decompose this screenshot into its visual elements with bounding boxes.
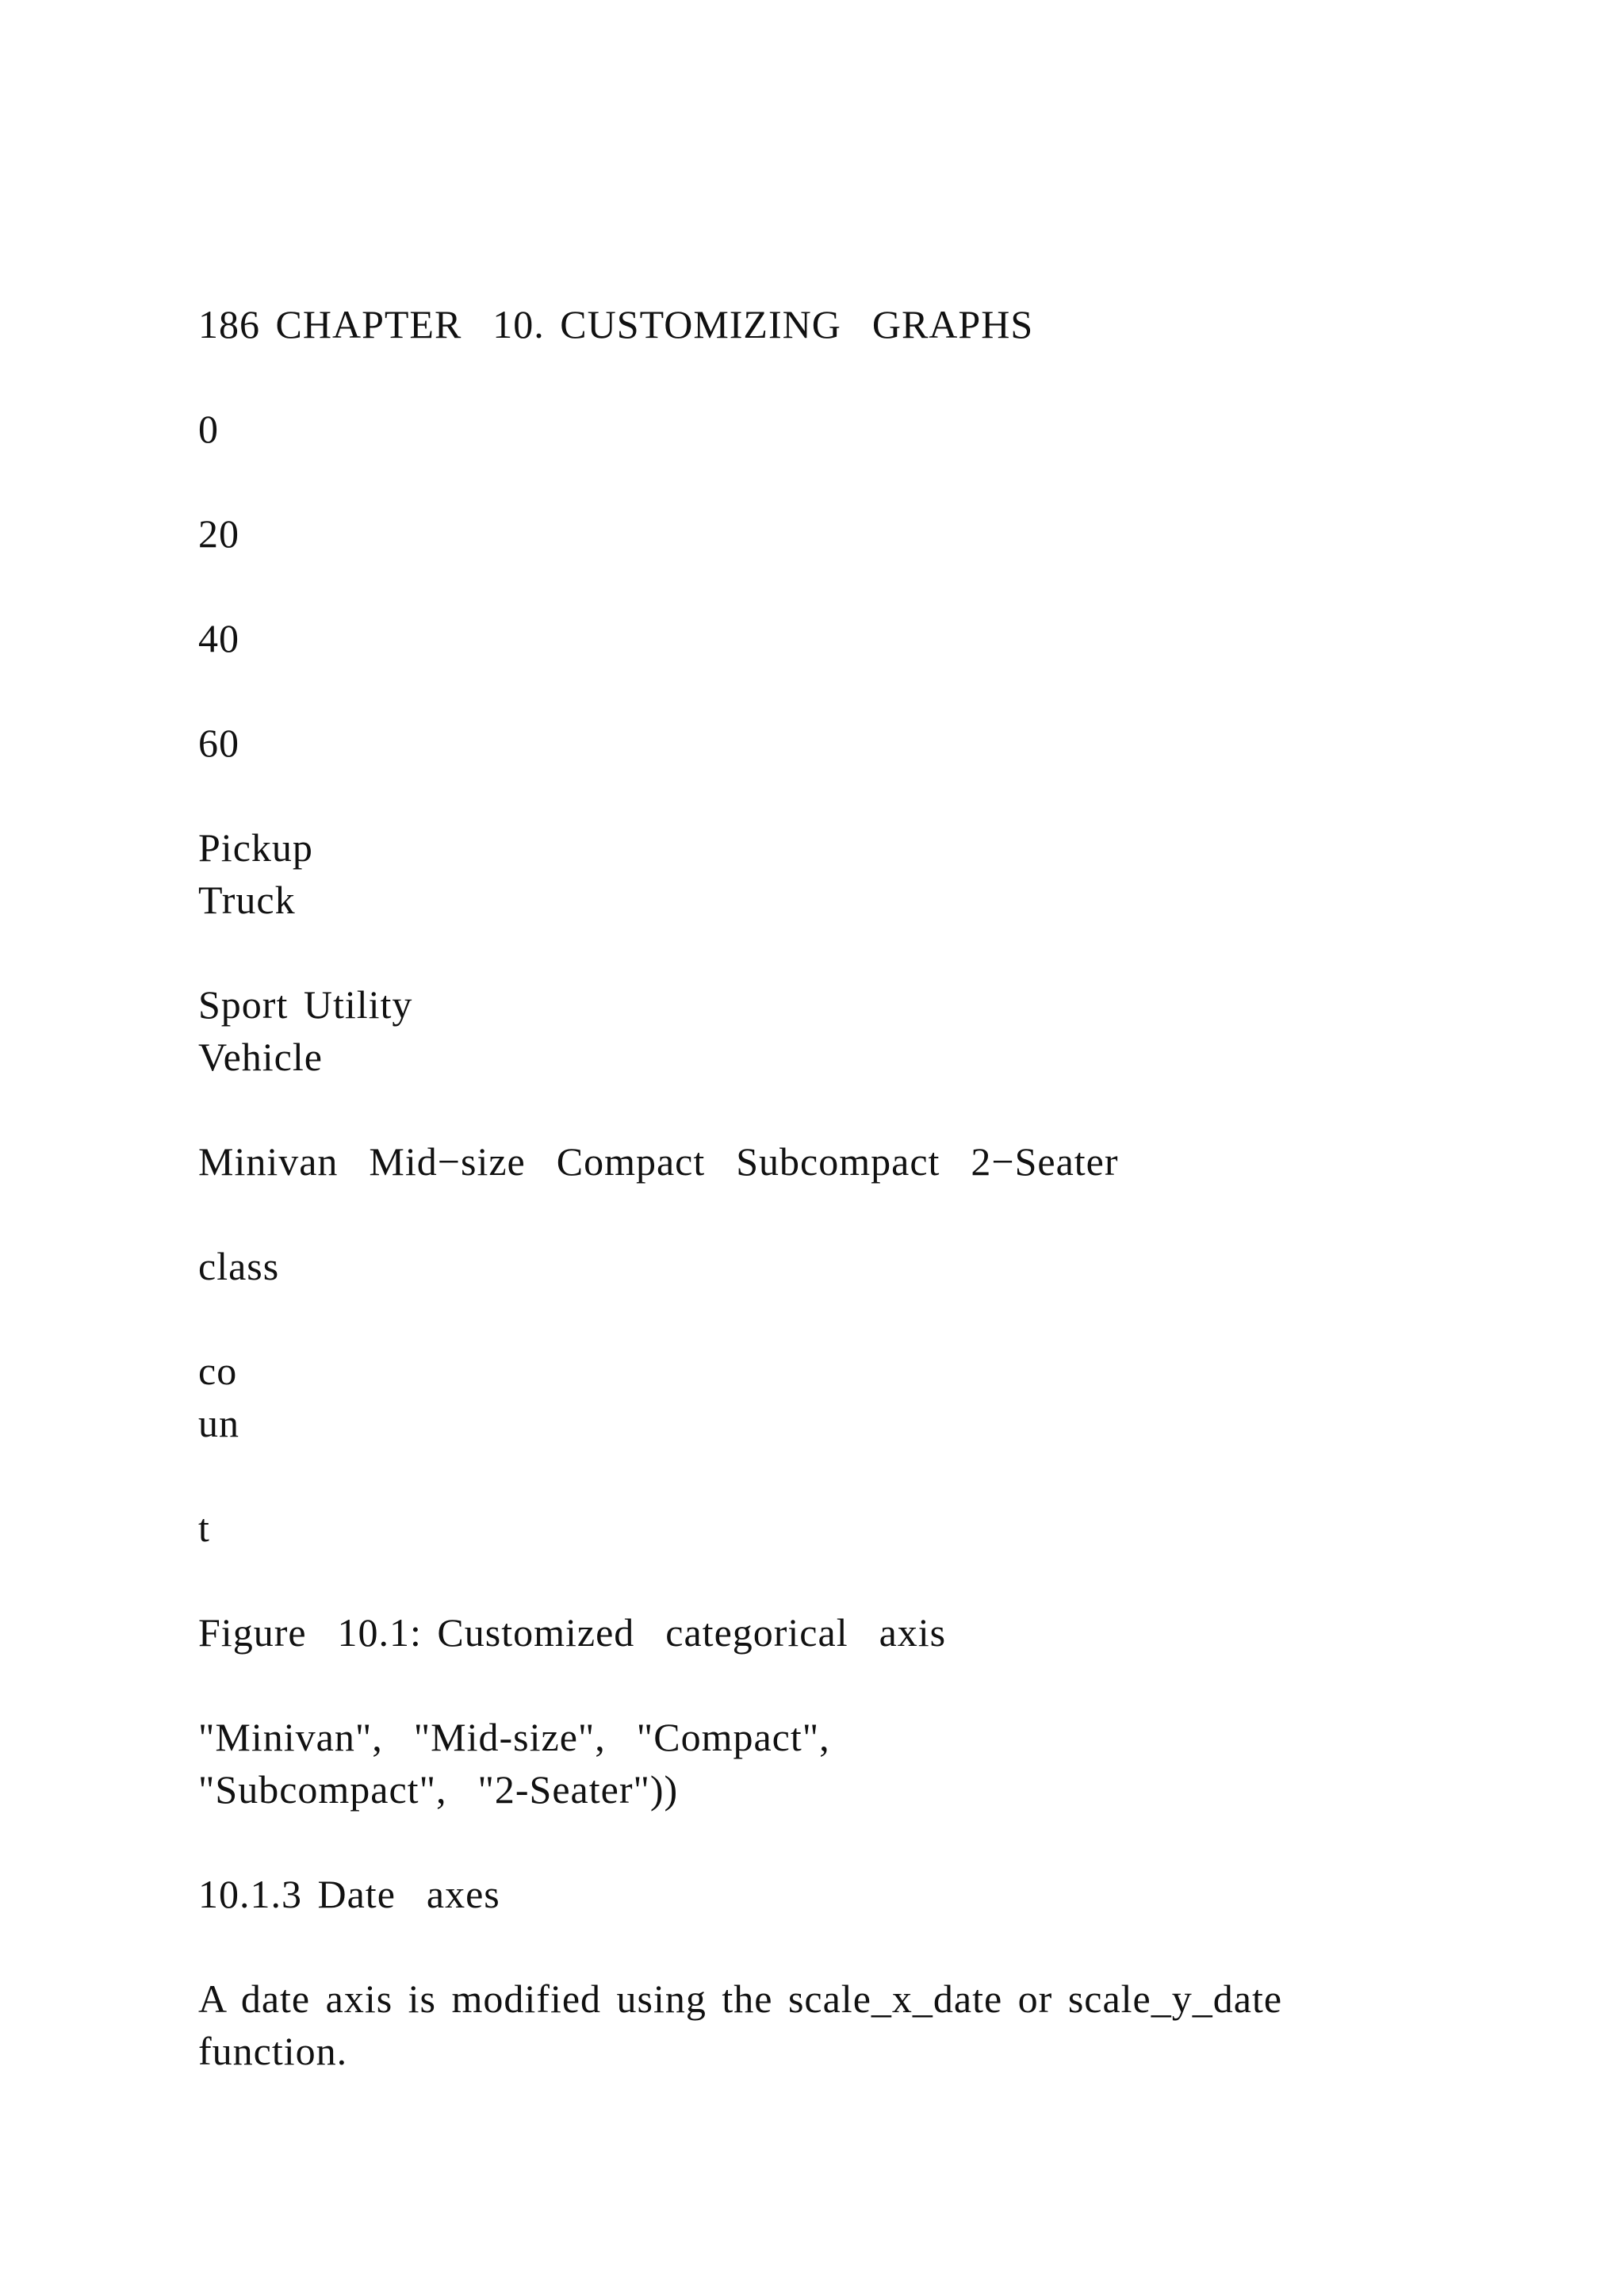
code-line: "Subcompact", "2-Seater")) <box>198 1767 679 1812</box>
y-axis-label-fragment: un <box>198 1401 239 1445</box>
section-heading: 10.1.3 Date axes <box>198 1872 500 1916</box>
body-paragraph: A date axis is modified using the scale_x_date or scale_y_date function. <box>198 1976 1283 2073</box>
running-head: 186 CHAPTER 10. CUSTOMIZING GRAPHS <box>198 302 1034 346</box>
figure-caption: Figure 10.1: Customized categorical axis <box>198 1610 947 1655</box>
category-label-line: Pickup <box>198 825 313 870</box>
y-tick-label: 0 <box>198 407 219 451</box>
y-tick-label: 20 <box>198 511 239 556</box>
y-tick-label: 60 <box>198 721 239 765</box>
y-tick-label: 40 <box>198 616 239 660</box>
x-axis-label: class <box>198 1244 280 1288</box>
category-label-line: Truck <box>198 878 296 922</box>
y-axis-label-fragment: t <box>198 1506 210 1550</box>
category-label-line: Sport Utility <box>198 982 413 1027</box>
category-label-line: Vehicle <box>198 1035 323 1079</box>
code-line: "Minivan", "Mid-size", "Compact", <box>198 1715 830 1759</box>
category-row: Minivan Mid−size Compact Subcompact 2−Seater <box>198 1139 1119 1184</box>
y-axis-label-fragment: co <box>198 1349 238 1393</box>
